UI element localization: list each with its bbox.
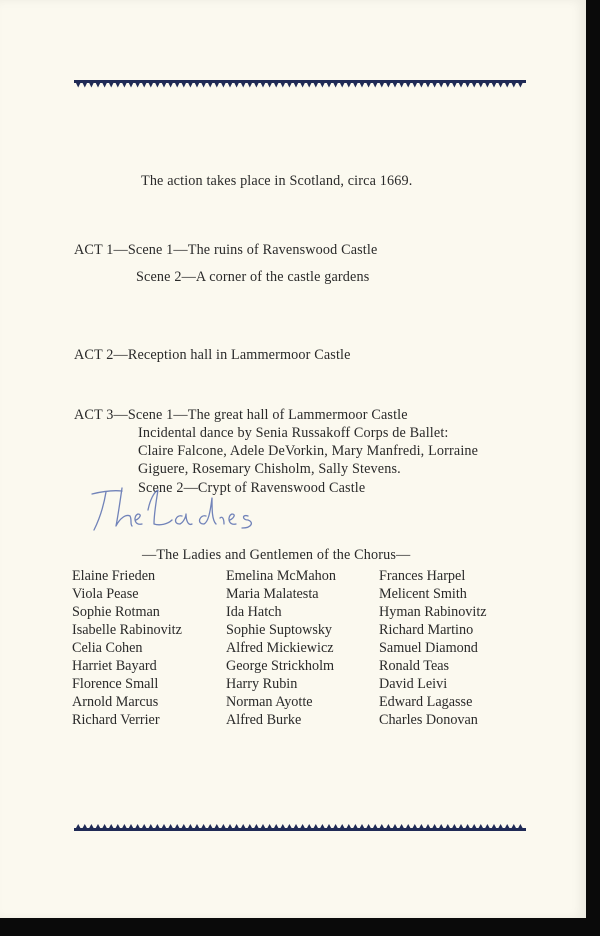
chorus-member: Melicent Smith bbox=[379, 586, 467, 602]
handwritten-signature bbox=[70, 480, 270, 540]
chorus-member: Maria Malatesta bbox=[226, 586, 319, 602]
setting-text: The action takes place in Scotland, circa 1669. bbox=[141, 173, 413, 189]
chorus-member: Alfred Mickiewicz bbox=[226, 640, 334, 656]
chorus-member: Hyman Rabinovitz bbox=[379, 604, 487, 620]
act3-dance-line-1: Incidental dance by Senia Russakoff Corps de Ballet: bbox=[138, 425, 449, 441]
chorus-member: Isabelle Rabinovitz bbox=[72, 622, 182, 638]
chorus-member: Richard Verrier bbox=[72, 712, 160, 728]
chorus-member: Harry Rubin bbox=[226, 676, 298, 692]
chorus-member: George Strickholm bbox=[226, 658, 335, 674]
chorus-heading: —The Ladies and Gentlemen of the Chorus— bbox=[142, 547, 411, 563]
chorus-member: Charles Donovan bbox=[379, 712, 478, 728]
chorus-member: Sophie Suptowsky bbox=[226, 622, 333, 638]
chorus-member: Frances Harpel bbox=[379, 568, 466, 584]
act3-scene2: Scene 2—Crypt of Ravenswood Castle bbox=[138, 480, 366, 496]
chorus-member: Celia Cohen bbox=[72, 640, 143, 656]
chorus-member: Richard Martino bbox=[379, 622, 474, 638]
chorus-member: Alfred Burke bbox=[226, 712, 302, 728]
chorus-column-1 bbox=[72, 567, 182, 729]
chorus-member: Emelina McMahon bbox=[226, 568, 336, 584]
chorus-column-3 bbox=[379, 567, 487, 729]
chorus-member: David Leivi bbox=[379, 676, 448, 692]
chorus-member: Samuel Diamond bbox=[379, 640, 478, 656]
chorus-member: Ida Hatch bbox=[226, 604, 282, 620]
bottom-ornamental-border bbox=[74, 823, 526, 831]
chorus-member: Harriet Bayard bbox=[72, 658, 157, 674]
top-ornamental-border bbox=[74, 80, 526, 88]
chorus-column-2 bbox=[226, 567, 336, 729]
chorus-member: Ronald Teas bbox=[379, 658, 450, 674]
chorus-member: Sophie Rotman bbox=[72, 604, 160, 620]
act1-scene2: Scene 2—A corner of the castle gardens bbox=[136, 269, 370, 285]
act1-scene1: ACT 1—Scene 1—The ruins of Ravenswood Castle bbox=[74, 242, 378, 258]
act2-scene: ACT 2—Reception hall in Lammermoor Castle bbox=[74, 347, 351, 363]
chorus-member: Florence Small bbox=[72, 676, 159, 692]
act3-scene1: ACT 3—Scene 1—The great hall of Lammermoor Castle bbox=[74, 407, 408, 423]
chorus-member: Viola Pease bbox=[72, 586, 139, 602]
act3-dance-line-3: Giguere, Rosemary Chisholm, Sally Stevens. bbox=[138, 461, 401, 477]
chorus-member: Elaine Frieden bbox=[72, 568, 156, 584]
chorus-member: Edward Lagasse bbox=[379, 694, 473, 710]
chorus-member: Norman Ayotte bbox=[226, 694, 313, 710]
chorus-member: Arnold Marcus bbox=[72, 694, 159, 710]
act3-dance-line-2: Claire Falcone, Adele DeVorkin, Mary Manfredi, Lorraine bbox=[138, 443, 479, 459]
